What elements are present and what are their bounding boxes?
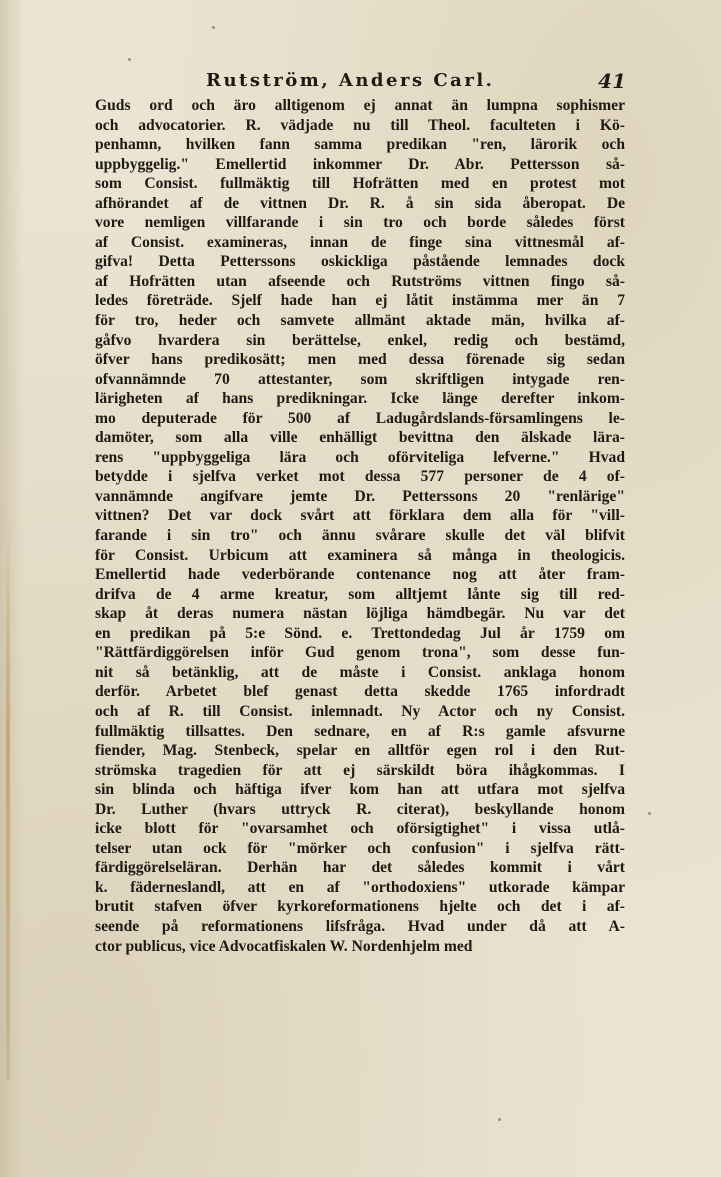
text-line: brutit stafven öfver kyrkoreformationens hjelte och det i af-	[95, 898, 625, 916]
text-line: uppbyggelig." Emellertid inkommer Dr. Abr. Pettersson så-	[95, 155, 625, 173]
running-head-author: Rutström, Anders Carl.	[206, 70, 495, 91]
text-line: "Rättfärdiggörelsen inför Gud genom trona", som desse fun-	[95, 644, 625, 662]
text-line: för Consist. Urbicum att examinera så många in theologicis.	[95, 546, 625, 564]
text-line: mo deputerade för 500 af Ladugårdslands-församlingens le-	[95, 409, 625, 427]
text-line: Dr. Luther (hvars uttryck R. citerat), beskyllande honom	[95, 800, 625, 818]
text-line: telser utan ock för "mörker och confusion" i sjelfva rätt-	[95, 839, 625, 857]
text-line: som Consist. fullmäktig till Hofrätten med en protest mot	[95, 175, 625, 193]
text-line: vittnen? Det var dock svårt att förklara dem alla för "vill-	[95, 507, 625, 525]
paper-speck	[212, 26, 215, 29]
text-line: derför. Arbetet blef genast detta skedde 1765 infordradt	[95, 683, 625, 701]
text-line: k. fäderneslandl, att en af "orthodoxiens" utkorade kämpar	[95, 878, 625, 896]
text-line: af Hofrätten utan afseende och Rutströms vittnen fingo så-	[95, 272, 625, 290]
text-line: skap åt deras numera nästan löjliga hämdbegär. Nu var det	[95, 605, 625, 623]
text-line: farande i sin tro" och ännu svårare skulle det väl blifvit	[95, 527, 625, 545]
text-line: gåfvo hvardera sin berättelse, enkel, redig och bestämd,	[95, 331, 625, 349]
text-line: betydde i sjelfva verket mot dessa 577 personer de 4 of-	[95, 468, 625, 486]
text-line: sin blinda och häftiga ifver kom han att utfara mot sjelfva	[95, 781, 625, 799]
text-line: rens "uppbyggeliga lära och oförviteliga lefverne." Hvad	[95, 448, 625, 466]
text-line: afhörandet af de vittnen Dr. R. å sin sida åberopat. De	[95, 194, 625, 212]
page-number: 41	[598, 69, 626, 93]
text-line: penhamn, hvilken fann samma predikan "ren, lärorik och	[95, 136, 625, 154]
text-line: ofvannämnde 70 attestanter, som skriftligen intygade ren-	[95, 370, 625, 388]
text-line: en predikan på 5:e Sönd. e. Trettondedag Jul år 1759 om	[95, 624, 625, 642]
text-line: gifva! Detta Petterssons oskickliga påstående lemnades dock	[95, 253, 625, 271]
page-edge-stain	[6, 520, 10, 1080]
text-line: och advocatorier. R. vädjade nu till Theol. faculteten i Kö-	[95, 116, 625, 134]
text-line: lärigheten af hans predikningar. Icke länge derefter inkom-	[95, 390, 625, 408]
running-header	[120, 66, 626, 96]
text-line: Guds ord och äro alltigenom ej annat än lumpna sophismer	[95, 97, 625, 114]
text-line: seende på reformationens lifsfråga. Hvad under då att A-	[95, 917, 625, 935]
text-line: damöter, som alla ville enhälligt bevittna den älskade lära-	[95, 429, 625, 447]
text-line: ctor publicus, vice Advocatfiskalen W. Nordenhjelm med	[95, 937, 473, 955]
text-line: öfver hans predikosätt; men med dessa förenade sig sedan	[95, 351, 625, 369]
text-line: fiender, Mag. Stenbeck, spelar en alltför egen rol i den Rut-	[95, 742, 625, 760]
text-line: icke blott för "ovarsamhet och oförsigtighet" i vissa utlå-	[95, 820, 625, 838]
text-line: och af R. till Consist. inlemnadt. Ny Actor och ny Consist.	[95, 702, 625, 720]
text-line: strömska tragedien för att ej särskildt böra ihågkommas. I	[95, 761, 625, 779]
text-line: ledes företräde. Sjelf hade han ej låtit instämma mer än 7	[95, 292, 625, 310]
text-line: fullmäktig tillsattes. Den sednare, en af R:s gamle afsvurne	[95, 722, 625, 740]
text-line: drifva de 4 arme kreatur, som alltjemt lånte sig till red-	[95, 585, 625, 603]
text-line: nit så betänklig, att de måste i Consist. anklaga honom	[95, 663, 625, 681]
paper-speck	[128, 58, 131, 61]
paper-speck	[648, 812, 651, 815]
text-line: för tro, heder och samvete allmänt aktade män, hvilka af-	[95, 312, 625, 330]
paper-speck	[498, 1118, 501, 1121]
text-line: vore nemligen villfarande i sin tro och borde således först	[95, 214, 625, 232]
body-text	[95, 96, 625, 956]
text-line: Emellertid hade vederbörande contenance nog att åter fram-	[95, 566, 625, 584]
text-line: af Consist. examineras, innan de finge sina vittnesmål af-	[95, 233, 625, 251]
text-line: färdiggörelseläran. Derhän har det således kommit i vårt	[95, 859, 625, 877]
text-line: vannämnde angifvare jemte Dr. Petterssons 20 "renlärige"	[95, 487, 625, 505]
